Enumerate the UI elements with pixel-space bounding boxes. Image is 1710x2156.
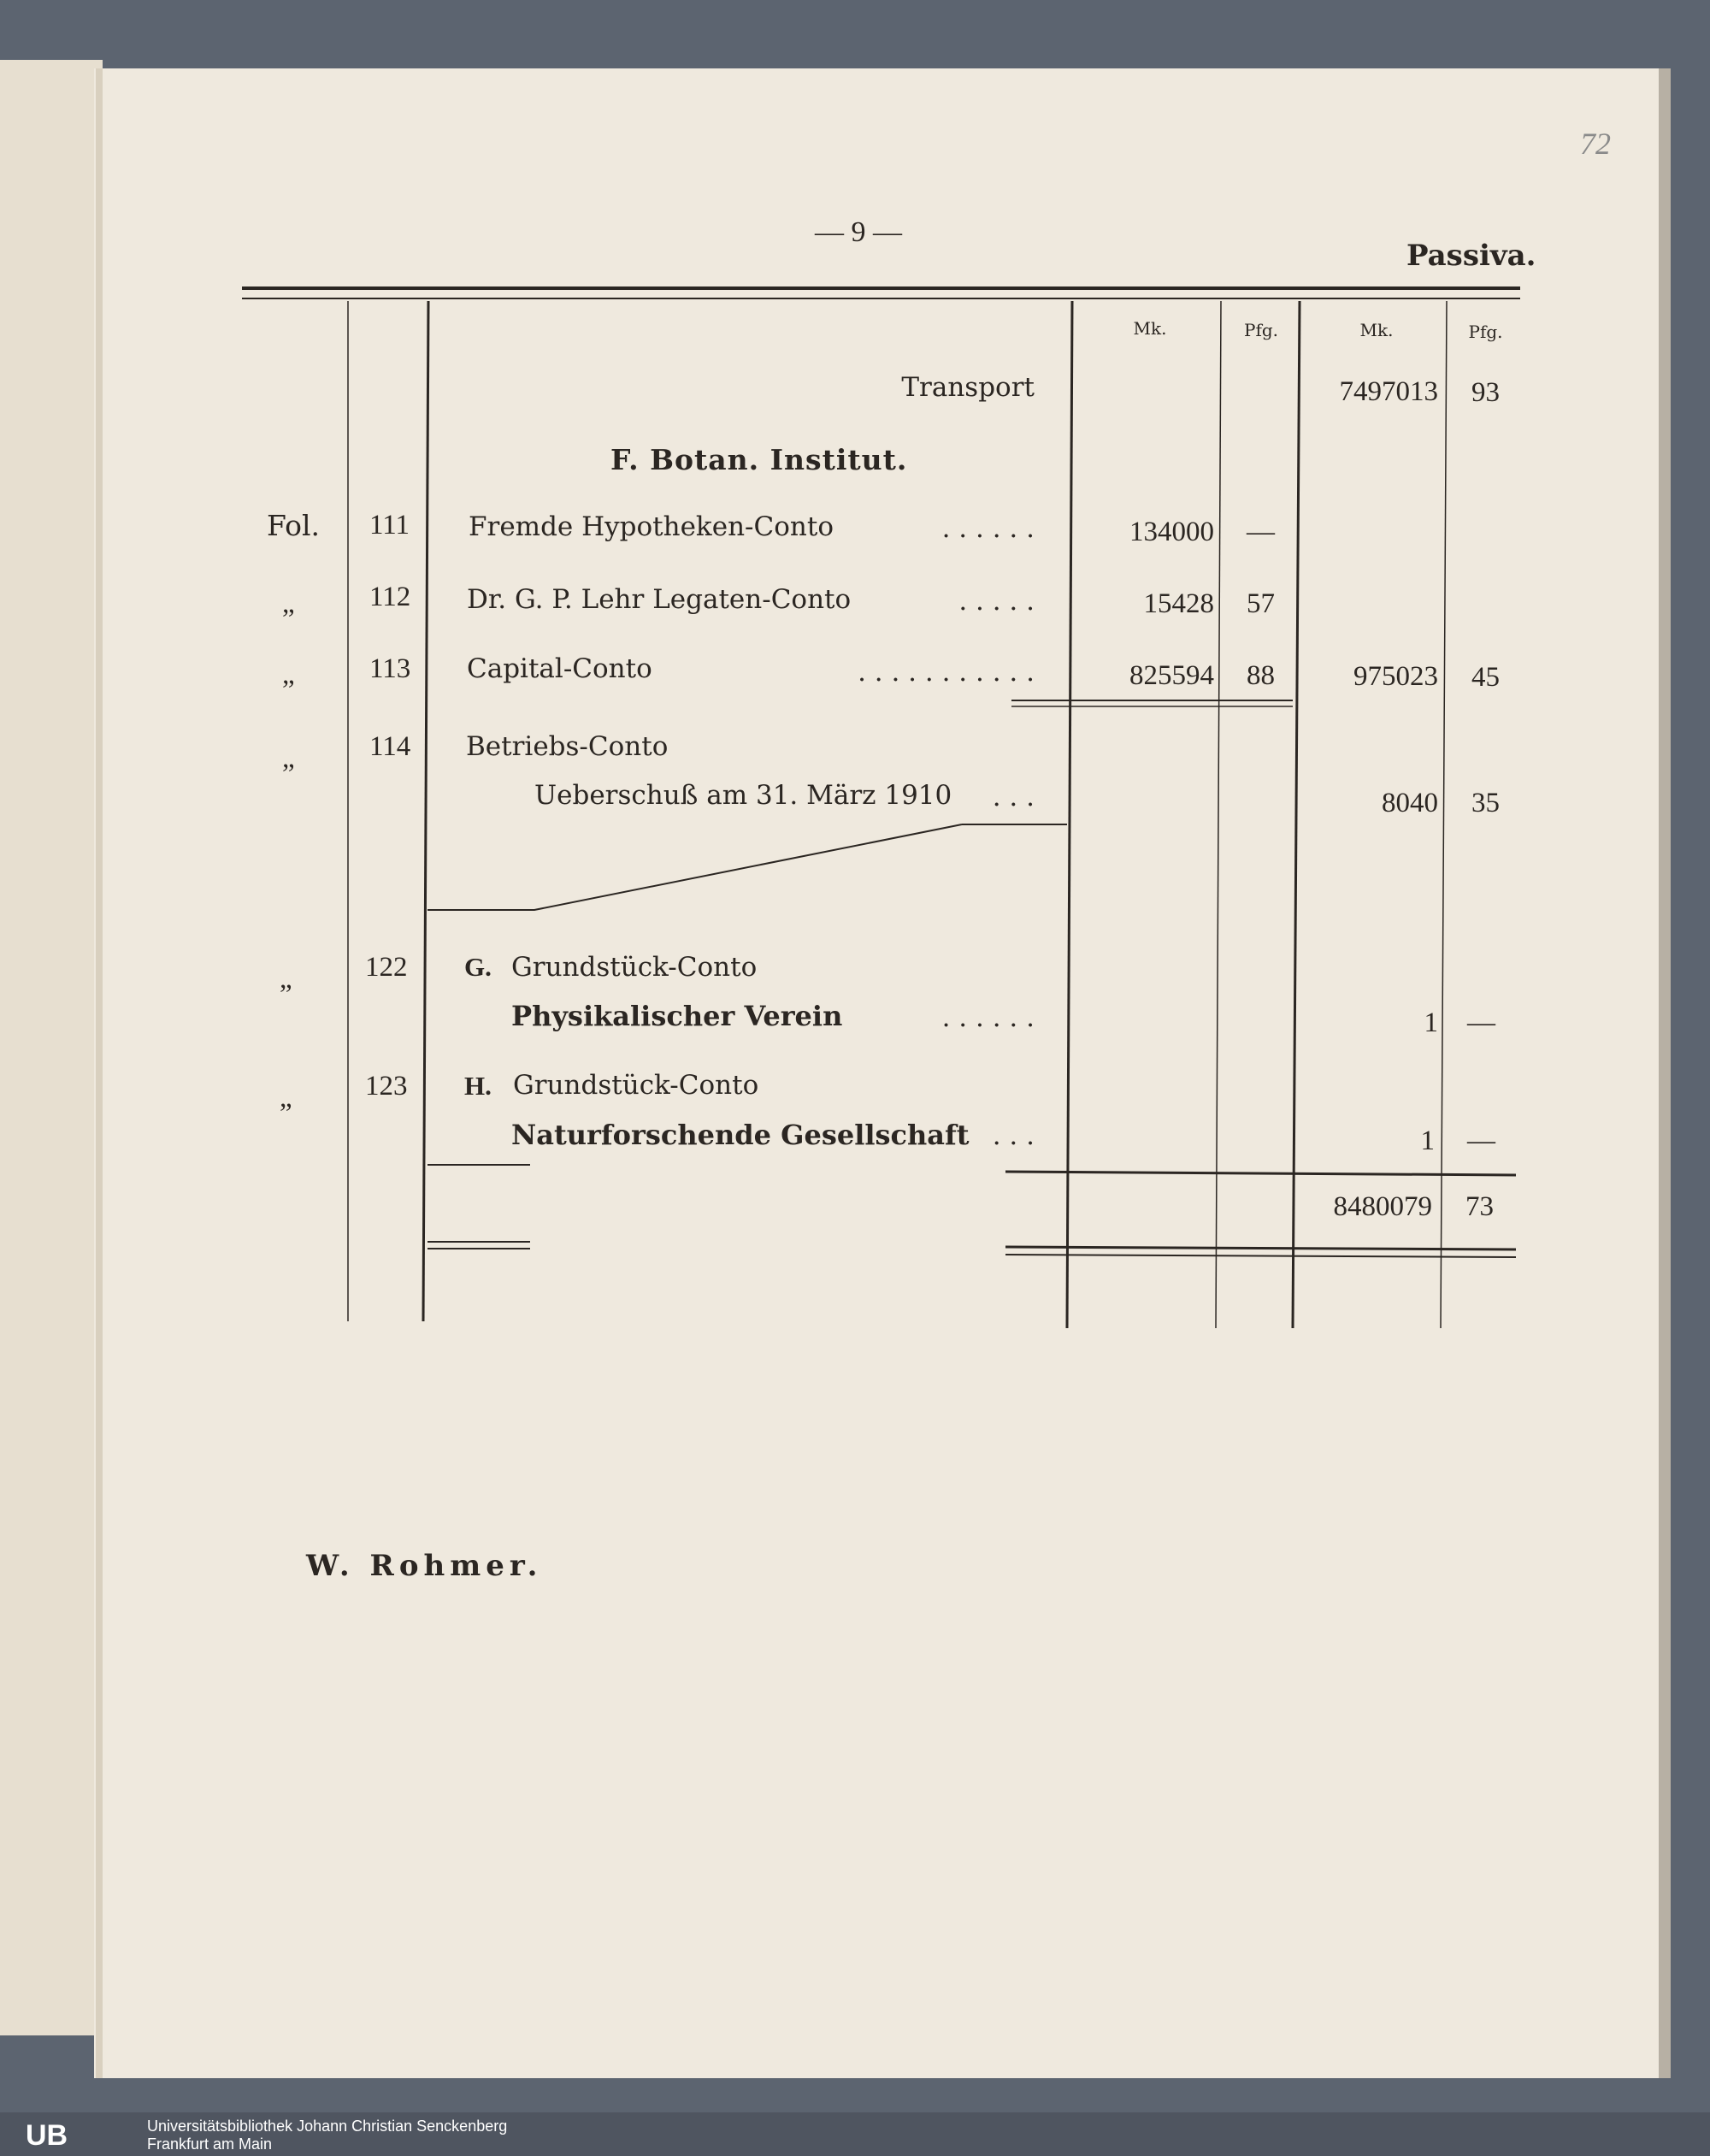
- row-number: 113: [369, 653, 411, 684]
- archive-number: 72: [1580, 127, 1611, 161]
- column-header-pfg-2: Pfg.: [1468, 322, 1503, 342]
- row-pfg: 88: [1247, 660, 1275, 691]
- row-fol: Fol.: [267, 509, 321, 542]
- page-fold: [96, 68, 103, 2078]
- row-text: Grundstück-Conto: [513, 1070, 759, 1101]
- row-fol: „: [282, 659, 295, 690]
- transport-label: Transport: [901, 372, 1035, 403]
- row-pfg: —: [1247, 517, 1275, 547]
- row-fol: „: [282, 588, 295, 619]
- row-dots: . . . . . . . . . . .: [858, 657, 1035, 688]
- page-shadow-right: [1659, 68, 1671, 2078]
- row-dots: . . . . . .: [941, 513, 1035, 544]
- section-g-letter: G.: [464, 952, 492, 982]
- row-pfg-total: 45: [1471, 662, 1500, 693]
- row-mk: 825594: [1129, 660, 1214, 691]
- row-dots: . . . . .: [958, 586, 1035, 617]
- row-number: 122: [365, 952, 408, 983]
- row-mk: 134000: [1129, 517, 1214, 547]
- grand-total-pfg: 73: [1465, 1191, 1494, 1222]
- column-header-pfg-1: Pfg.: [1243, 320, 1279, 340]
- transport-mk-total: 7497013: [1339, 376, 1438, 407]
- row-number: 114: [369, 731, 411, 762]
- row-fol: „: [282, 743, 295, 774]
- row-mk-total: 1: [1420, 1125, 1435, 1156]
- row-sub-text: Ueberschuß am 31. März 1910: [534, 780, 952, 811]
- row-number: 111: [369, 510, 410, 540]
- transport-pfg-total: 93: [1471, 377, 1500, 408]
- section-f-title: F. Botan. Institut.: [610, 443, 908, 476]
- row-sub-text: Physikalischer Verein: [511, 1000, 843, 1032]
- row-text: Dr. G. P. Lehr Legaten-Conto: [467, 584, 852, 615]
- left-page-edge: [0, 60, 103, 2035]
- row-dots: . . .: [992, 782, 1035, 812]
- row-pfg-total: —: [1467, 1007, 1495, 1038]
- library-city: Frankfurt am Main: [147, 2135, 273, 2153]
- library-logo: UB: [26, 2119, 68, 2152]
- row-dots: . . . . . .: [941, 1002, 1035, 1033]
- column-header-mk-2: Mk.: [1359, 320, 1394, 340]
- row-mk: 15428: [1143, 588, 1214, 619]
- signature: W. Rohmer.: [306, 1549, 543, 1583]
- row-number: 112: [369, 582, 411, 612]
- row-pfg-total: 35: [1471, 788, 1500, 818]
- row-fol: „: [280, 964, 292, 995]
- row-fol: „: [280, 1083, 292, 1113]
- row-pfg: 57: [1247, 588, 1275, 619]
- row-text: Fremde Hypotheken-Conto: [469, 511, 834, 542]
- page-number: — 9 —: [815, 216, 902, 248]
- section-h-letter: H.: [464, 1071, 492, 1101]
- row-pfg-total: —: [1467, 1125, 1495, 1156]
- row-mk-total: 1: [1424, 1007, 1438, 1038]
- row-text: Betriebs-Conto: [466, 731, 669, 762]
- row-text: Capital-Conto: [467, 653, 652, 684]
- paper: [94, 68, 1659, 2078]
- page-heading: Passiva.: [1406, 239, 1536, 273]
- row-mk-total: 8040: [1382, 788, 1438, 818]
- row-mk-total: 975023: [1353, 661, 1438, 692]
- column-header-mk-1: Mk.: [1133, 318, 1167, 339]
- row-number: 123: [365, 1071, 408, 1102]
- library-name: Universitätsbibliothek Johann Christian Senckenberg: [147, 2118, 508, 2135]
- row-sub-text: Naturforschende Gesellschaft: [511, 1119, 970, 1151]
- grand-total-mk: 8480079: [1333, 1191, 1432, 1222]
- row-text: Grundstück-Conto: [511, 952, 758, 983]
- library-footer: [0, 2112, 1710, 2156]
- row-dots: . . .: [992, 1120, 1035, 1151]
